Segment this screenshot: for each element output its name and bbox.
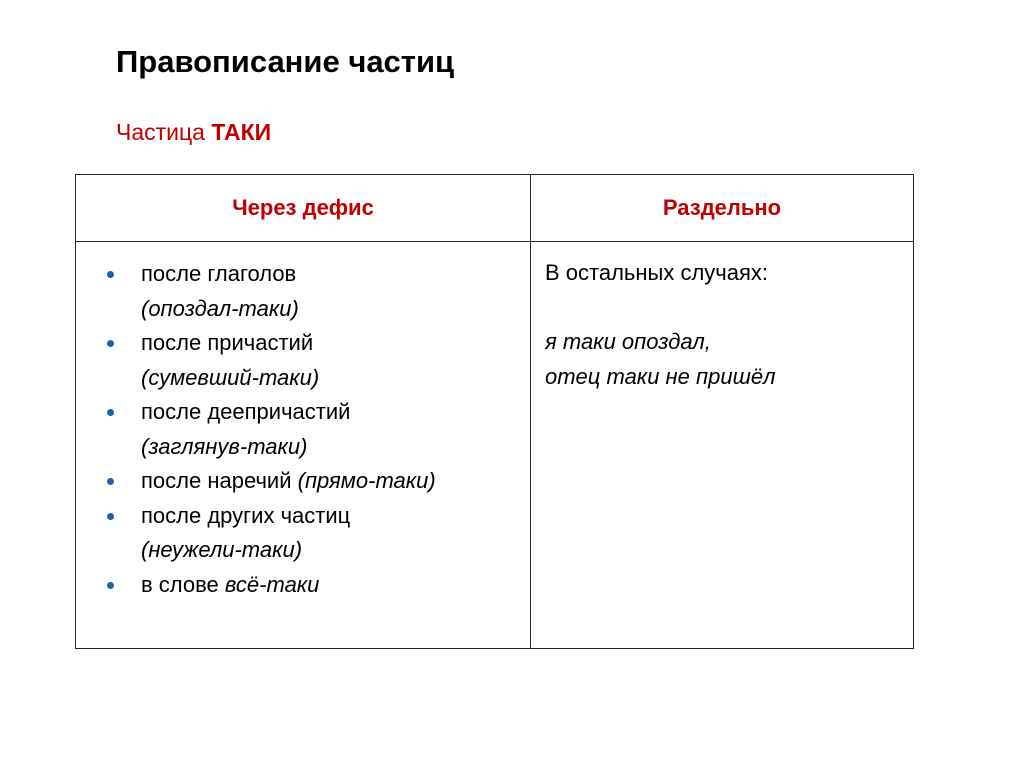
bullet-icon <box>107 409 114 416</box>
list-item <box>141 568 461 603</box>
table-row <box>76 242 914 649</box>
subtitle <box>116 119 271 146</box>
header-separate: Раздельно <box>531 175 914 242</box>
rule-text: в слове <box>141 571 219 597</box>
subtitle-prefix: Частица <box>116 119 205 145</box>
rule-text: после причастий <box>141 330 314 355</box>
bullet-icon <box>107 513 114 520</box>
hyphen-cell <box>76 242 531 649</box>
rules-table <box>75 174 914 649</box>
list-item <box>141 464 461 499</box>
header-hyphen: Через дефис <box>76 175 531 242</box>
rule-text: после наречий <box>141 468 292 493</box>
rule-example: всё-таки <box>224 571 320 597</box>
list-item <box>141 499 461 568</box>
bullet-icon <box>107 478 114 485</box>
separate-cell <box>531 242 914 649</box>
rule-example: (прямо-таки) <box>297 468 436 493</box>
separate-example: я таки опоздал, <box>545 329 711 354</box>
rule-example: (заглянув-таки) <box>141 433 308 459</box>
list-item <box>141 257 461 326</box>
list-item <box>141 326 461 395</box>
rule-text: после других частиц <box>141 502 351 528</box>
rule-example: (сумевший-таки) <box>141 364 320 390</box>
list-item <box>141 395 461 464</box>
rule-text: после деепричастий <box>141 399 351 424</box>
rule-example: (опоздал-таки) <box>141 295 299 321</box>
page-title: Правописание частиц <box>116 44 455 79</box>
rule-text: после глаголов <box>141 261 297 286</box>
separate-rule: В остальных случаях: <box>545 260 769 285</box>
bullet-icon <box>107 271 114 278</box>
subtitle-particle: ТАКИ <box>211 119 272 145</box>
rule-example: (неужели-таки) <box>141 537 303 562</box>
separate-example: отец таки не пришёл <box>545 363 776 389</box>
bullet-icon <box>107 582 114 589</box>
bullet-icon <box>107 340 114 347</box>
table-header-row <box>76 175 914 242</box>
hyphen-rules-list <box>77 257 461 602</box>
